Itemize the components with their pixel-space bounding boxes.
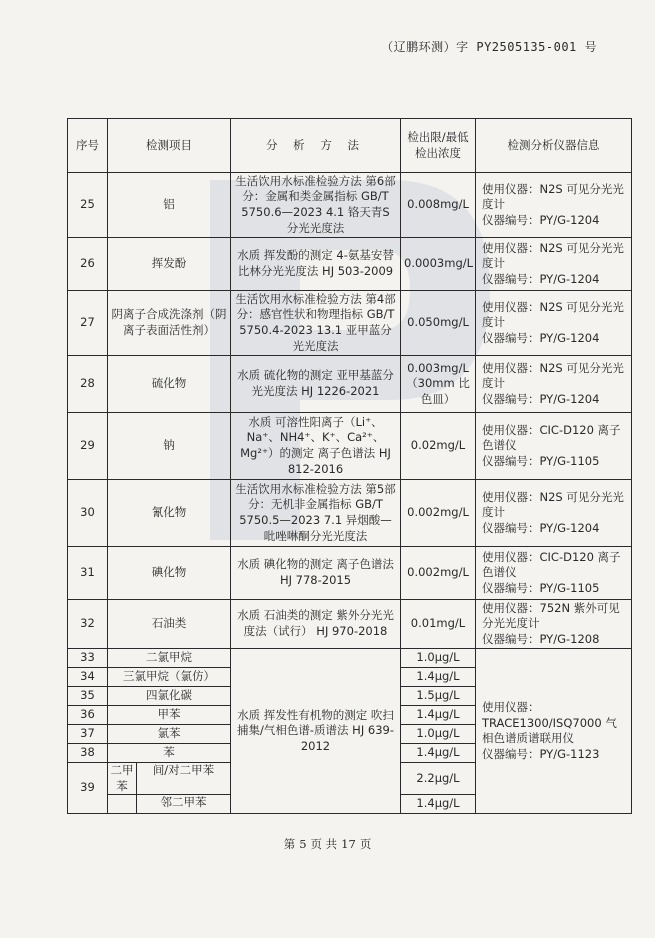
xylene-cell [108, 795, 231, 814]
row-limit: 0.01mg/L [401, 600, 476, 649]
instrument-name: 使用仪器：CIC-D120 离子色谱仪 [482, 422, 621, 453]
row-instrument [476, 238, 632, 291]
row-item: 碘化物 [108, 547, 231, 600]
row-no: 39 [68, 763, 108, 814]
instrument-id: 仪器编号：PY/G-1208 [482, 631, 600, 646]
row-limit: 1.0μg/L [401, 649, 476, 668]
xylene-cell [108, 763, 231, 795]
row-no: 34 [68, 668, 108, 687]
row-item: 二氯甲烷 [108, 649, 231, 668]
row-instrument [476, 600, 632, 649]
row-limit: 0.008mg/L [401, 173, 476, 238]
table-row [68, 600, 632, 649]
table-row [68, 291, 632, 356]
row-method: 水质 挥发酚的测定 4-氨基安替比林分光光度法 HJ 503-2009 [231, 238, 401, 291]
row-item: 三氯甲烷（氯仿） [108, 668, 231, 687]
xylene-group-top: 二甲苯 [108, 763, 137, 794]
instrument-id: 仪器编号：PY/G-1105 [482, 453, 600, 468]
instrument-id: 仪器编号：PY/G-1204 [482, 520, 600, 535]
instrument-id: 仪器编号：PY/G-1204 [482, 391, 600, 406]
instrument-name: 使用仪器：N2S 可见分光光度计 [482, 240, 624, 271]
row-limit: 1.5μg/L [401, 687, 476, 706]
instrument-name: 使用仪器：N2S 可见分光光度计 [482, 299, 624, 330]
table-row [68, 238, 632, 291]
row-no: 32 [68, 600, 108, 649]
instrument-id: 仪器编号：PY/G-1204 [482, 212, 600, 227]
table-header-row [68, 119, 632, 173]
instrument-name: 使用仪器：N2S 可见分光光度计 [482, 181, 624, 212]
row-limit: 2.2μg/L [401, 763, 476, 795]
row-no: 28 [68, 356, 108, 413]
table-row [68, 480, 632, 547]
row-method: 生活饮用水标准检验方法 第4部分：感官性状和物理指标 GB/T 5750.4-2023 13.1 亚甲蓝分光光度法 [231, 291, 401, 356]
row-no: 26 [68, 238, 108, 291]
row-item: 挥发酚 [108, 238, 231, 291]
row-no: 36 [68, 706, 108, 725]
page-suffix: 页 [359, 837, 372, 851]
row-limit: 1.4μg/L [401, 706, 476, 725]
col-header-no: 序号 [68, 119, 108, 173]
row-no: 30 [68, 480, 108, 547]
row-instrument [476, 413, 632, 480]
row-item: 甲苯 [108, 706, 231, 725]
detection-method-table [67, 118, 632, 814]
instrument-name: 使用仪器：N2S 可见分光光度计 [482, 489, 624, 520]
col-header-method: 分 析 方 法 [231, 119, 401, 173]
row-item: 四氯化碳 [108, 687, 231, 706]
col-header-item: 检测项目 [108, 119, 231, 173]
row-instrument [476, 291, 632, 356]
table-row [68, 173, 632, 238]
row-no: 25 [68, 173, 108, 238]
row-limit: 1.4μg/L [401, 744, 476, 763]
col-header-instrument: 检测分析仪器信息 [476, 119, 632, 173]
instrument-name: 使用仪器：752N 紫外可见分光光度计 [482, 600, 620, 631]
row-limit: 0.002mg/L [401, 547, 476, 600]
col-header-limit: 检出限/最低检出浓度 [401, 119, 476, 173]
row-instrument [476, 547, 632, 600]
row-item: 苯 [108, 744, 231, 763]
page-footer [0, 836, 655, 852]
row-instrument [476, 173, 632, 238]
voc-instrument [476, 649, 632, 814]
row-limit: 0.003mg/L（30mm 比色皿） [401, 356, 476, 413]
row-item: 阴离子合成洗涤剂（阴离子表面活性剂） [108, 291, 231, 356]
page-number: 5 [299, 837, 307, 851]
row-no: 27 [68, 291, 108, 356]
row-no: 31 [68, 547, 108, 600]
row-method: 水质 可溶性阳离子（Li⁺、Na⁺、NH4⁺、K⁺、Ca²⁺、Mg²⁺）的测定 离子色谱法 HJ 812-2016 [231, 413, 401, 480]
instrument-id: 仪器编号：PY/G-1105 [482, 580, 600, 595]
row-item: 邻二甲苯 [160, 795, 207, 810]
row-limit: 0.02mg/L [401, 413, 476, 480]
row-no: 38 [68, 744, 108, 763]
row-no: 35 [68, 687, 108, 706]
row-limit: 1.0μg/L [401, 725, 476, 744]
row-item: 氰化物 [108, 480, 231, 547]
row-method: 生活饮用水标准检验方法 第5部分：无机非金属指标 GB/T 5750.5—2023 7.1 异烟酸—吡唑啉酮分光光度法 [231, 480, 401, 547]
row-no: 37 [68, 725, 108, 744]
page-mid: 页 共 [310, 837, 338, 851]
row-method: 水质 石油类的测定 紫外分光光度法（试行） HJ 970-2018 [231, 600, 401, 649]
row-item: 硫化物 [108, 356, 231, 413]
row-limit: 1.4μg/L [401, 795, 476, 814]
table-row [68, 547, 632, 600]
row-limit: 0.002mg/L [401, 480, 476, 547]
instrument-id: 仪器编号：PY/G-1123 [482, 746, 600, 761]
row-item: 氯苯 [108, 725, 231, 744]
row-limit: 0.050mg/L [401, 291, 476, 356]
report-number: （辽鹏环测）字 PY2505135-001 号 [381, 40, 597, 54]
table-row [68, 413, 632, 480]
page-prefix: 第 [283, 837, 296, 851]
row-limit: 1.4μg/L [401, 668, 476, 687]
table-row [68, 649, 632, 668]
row-no: 33 [68, 649, 108, 668]
row-item: 铝 [108, 173, 231, 238]
table-row [68, 356, 632, 413]
instrument-name: 使用仪器：N2S 可见分光光度计 [482, 360, 624, 391]
row-method: 生活饮用水标准检验方法 第6部分：金属和类金属指标 GB/T 5750.6—2023 4.1 铬天青S 分光光度法 [231, 173, 401, 238]
instrument-id: 仪器编号：PY/G-1204 [482, 271, 600, 286]
row-item: 钠 [108, 413, 231, 480]
row-item: 间/对二甲苯 [152, 763, 215, 777]
row-item: 石油类 [108, 600, 231, 649]
voc-method: 水质 挥发性有机物的测定 吹扫捕集/气相色谱-质谱法 HJ 639-2012 [231, 649, 401, 814]
row-method: 水质 硫化物的测定 亚甲基蓝分光光度法 HJ 1226-2021 [231, 356, 401, 413]
row-limit: 0.0003mg/L [401, 238, 476, 291]
row-no: 29 [68, 413, 108, 480]
instrument-name: 使用仪器：CIC-D120 离子色谱仪 [482, 549, 621, 580]
row-instrument [476, 480, 632, 547]
instrument-id: 仪器编号：PY/G-1204 [482, 330, 600, 345]
xylene-group-bottom [108, 795, 137, 813]
instrument-name: 使用仪器：TRACE1300/ISQ7000 气相色谱质谱联用仪 [482, 699, 617, 746]
total-pages: 17 [341, 837, 356, 851]
row-instrument [476, 356, 632, 413]
row-method: 水质 碘化物的测定 离子色谱法 HJ 778-2015 [231, 547, 401, 600]
